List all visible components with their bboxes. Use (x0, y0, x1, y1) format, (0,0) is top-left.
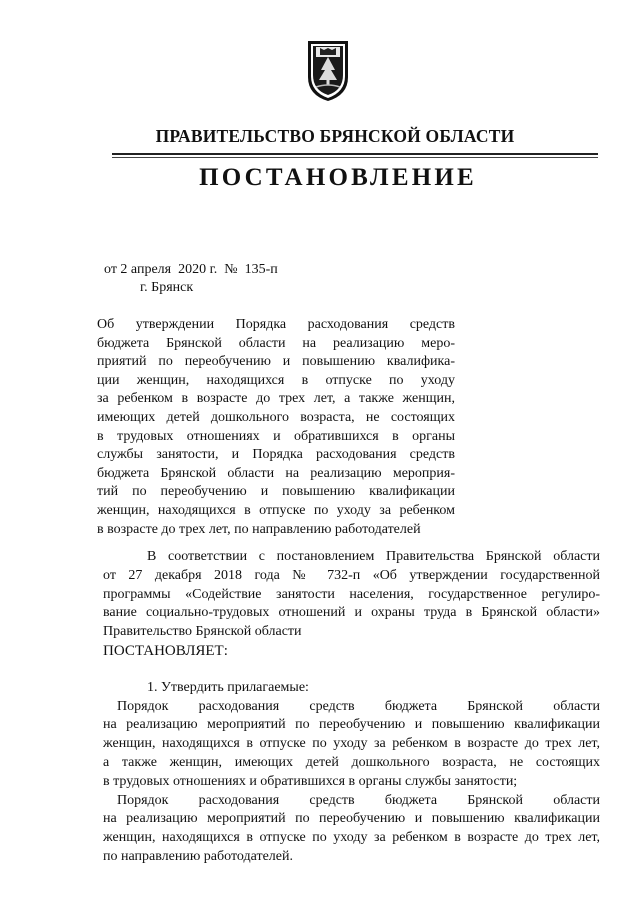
subject-line: в трудовых отношениях и обратившихся в органы (97, 428, 455, 444)
item-1-paragraph-line: Порядок расходования средств бюджета Брянской области (117, 792, 600, 808)
item-1-paragraph-line: а также женщин, имеющих детей дошкольного возраста, не состоящих (103, 754, 600, 770)
date-number-line: от 2 апреля 2020 г. № 135-п (104, 262, 278, 277)
government-title: ПРАВИТЕЛЬСТВО БРЯНСКОЙ ОБЛАСТИ (155, 126, 515, 146)
header-divider-thick (112, 153, 598, 155)
document-type-title: ПОСТАНОВЛЕНИЕ (199, 164, 477, 191)
header-divider-thin (112, 157, 598, 158)
item-1-paragraph-line: на реализацию мероприятий по переобучению и повышению квалификации (103, 811, 600, 827)
item-1-paragraph-line: по направлению работодателей. (103, 848, 293, 864)
subject-line: женщин, находящихся в отпуске по уходу за ребенком (97, 502, 455, 518)
bryansk-coat-of-arms-icon (304, 37, 352, 103)
subject-line: тий по переобучению и повышению квалификации (97, 484, 455, 500)
item-1-paragraph-line: женщин, находящихся в отпуске по уходу за ребенком в возрасте до трех лет, (103, 736, 600, 752)
preamble-line: от 27 декабря 2018 года № 732-п «Об утверждении государственной (103, 567, 600, 583)
subject-line: бюджета Брянской области на реализацию мероприя- (97, 465, 455, 481)
subject-block (97, 316, 455, 539)
city-line: г. Брянск (140, 280, 194, 295)
subject-line: приятий по переобучению и повышению квалифика- (97, 354, 455, 370)
preamble-line: программы «Содействие занятости населения, государственное регулиро- (103, 586, 600, 602)
preamble-line: В соответствии с постановлением Правительства Брянской области (147, 549, 600, 564)
subject-line: Об утверждении Порядка расходования средств (97, 317, 455, 332)
item-1-paragraph-line: женщин, находящихся в отпуске по уходу за ребенком в возрасте до трех лет, (103, 830, 600, 846)
document-body (103, 548, 600, 867)
item-1-title: 1. Утвердить прилагаемые: (147, 679, 309, 695)
subject-line: в возрасте до трех лет, по направлению работодателей (97, 521, 421, 537)
subject-line: имеющих детей дошкольного возраста, не состоящих (97, 409, 455, 425)
subject-line: службы занятости, и Порядка расходования средств (97, 447, 455, 463)
preamble-line: вание социально-трудовых отношений и охраны труда в Брянской области» (103, 605, 600, 621)
subject-line: бюджета Брянской области на реализацию меро- (97, 335, 455, 351)
preamble-line: Правительство Брянской области (103, 624, 302, 640)
decree-word: ПОСТАНОВЛЯЕТ: (103, 642, 228, 659)
item-1-paragraph-line: в трудовых отношениях и обратившихся в органы службы занятости; (103, 773, 518, 789)
item-1-paragraph-line: Порядок расходования средств бюджета Брянской области (117, 698, 600, 714)
item-1-paragraph-line: на реализацию мероприятий по переобучению и повышению квалификации (103, 717, 600, 733)
subject-line: за ребенком в возрасте до трех лет, а также женщин, (97, 391, 455, 407)
subject-line: ции женщин, находящихся в отпуске по уходу (97, 372, 455, 388)
